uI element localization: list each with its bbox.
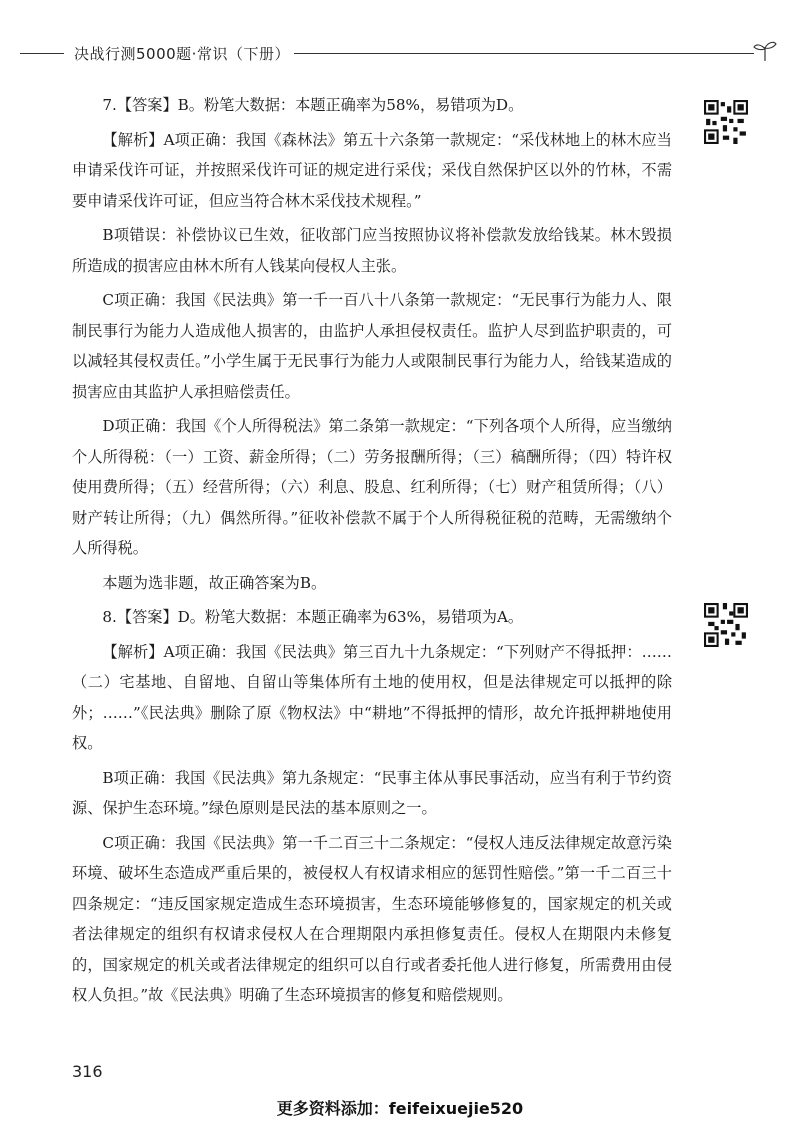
answer-block-7 [72, 90, 672, 598]
footer-note: 更多资料添加：feifeixuejie520 [276, 1099, 524, 1118]
explanation-paragraph: 【解析】A项正确：我国《民法典》第三百九十九条规定：“下列财产不得抵押：……（二）宅基地、自留地、自留山等集体所有土地的使用权，但是法律规定可以抵押的除外；……”《民法典》删除了原《物权法》中“耕地”不得抵押的情形，故允许抵押耕地使用权。 [72, 642, 672, 752]
running-header [20, 40, 780, 66]
qr-code-icon[interactable] [704, 100, 748, 144]
header-title: 决战行测5000题·常识（下册） [74, 45, 290, 63]
answer-line: 8.【答案】D。粉笔大数据：本题正确率为63%，易错项为A。 [102, 608, 524, 626]
sprout-icon [752, 40, 778, 62]
answer-block-8 [72, 602, 672, 1011]
qr-code-icon[interactable] [704, 603, 748, 647]
answer-line: 7.【答案】B。粉笔大数据：本题正确率为58%，易错项为D。 [102, 96, 524, 114]
header-rule-left [20, 53, 64, 54]
header-rule-right [294, 53, 754, 54]
explanation-paragraph: 【解析】A项正确：我国《森林法》第五十六条第一款规定：“采伐林地上的林木应当申请采伐许可证，并按照采伐许可证的规定进行采伐；采伐自然保护区以外的竹林，不需要申请采伐许可证，但应当符合林木采伐技术规程。” [72, 130, 672, 210]
explanation-paragraph: B项错误：补偿协议已生效，征收部门应当按照协议将补偿款发放给钱某。林木毁损所造成的损害应由林木所有人钱某向侵权人主张。 [72, 226, 672, 275]
answer-explanations [72, 90, 672, 1015]
conclusion-line: 本题为选非题，故正确答案为B。 [102, 573, 327, 592]
explanation-paragraph: D项正确：我国《个人所得税法》第二条第一款规定：“下列各项个人所得，应当缴纳个人所得税：（一）工资、薪金所得；（二）劳务报酬所得；（三）稿酬所得；（四）特许权使用费所得；（五）经营所得；（六）利息、股息、红利所得；（七）财产租赁所得；（八）财产转让所得；（九）偶然所得。”征收补偿款不属于个人所得税征税的范畴，无需缴纳个人所得税。 [72, 417, 672, 557]
explanation-paragraph: B项正确：我国《民法典》第九条规定：“民事主体从事民事活动，应当有利于节约资源、保护生态环境。”绿色原则是民法的基本原则之一。 [72, 768, 672, 817]
explanation-paragraph: C项正确：我国《民法典》第一千一百八十八条第一款规定：“无民事行为能力人、限制民事行为能力人造成他人损害的，由监护人承担侵权责任。监护人尽到监护职责的，可以减轻其侵权责任。”小学生属于无民事行为能力人或限制民事行为能力人，给钱某造成的损害应由其监护人承担赔偿责任。 [72, 291, 672, 401]
explanation-paragraph: C项正确：我国《民法典》第一千二百三十二条规定：“侵权人违反法律规定故意污染环境、破坏生态造成严重后果的，被侵权人有权请求相应的惩罚性赔偿。”第一千二百三十四条规定：“违反国家规定造成生态环境损害，生态环境能够修复的，国家规定的机关或者法律规定的组织有权请求侵权人在合理期限内承担修复责任。侵权人在期限内未修复的，国家规定的机关或者法律规定的组织可以自行或者委托他人进行修复，所需费用由侵权人负担。”故《民法典》明确了生态环境损害的修复和赔偿规则。 [72, 833, 672, 1004]
page-number: 316 [72, 1062, 103, 1081]
